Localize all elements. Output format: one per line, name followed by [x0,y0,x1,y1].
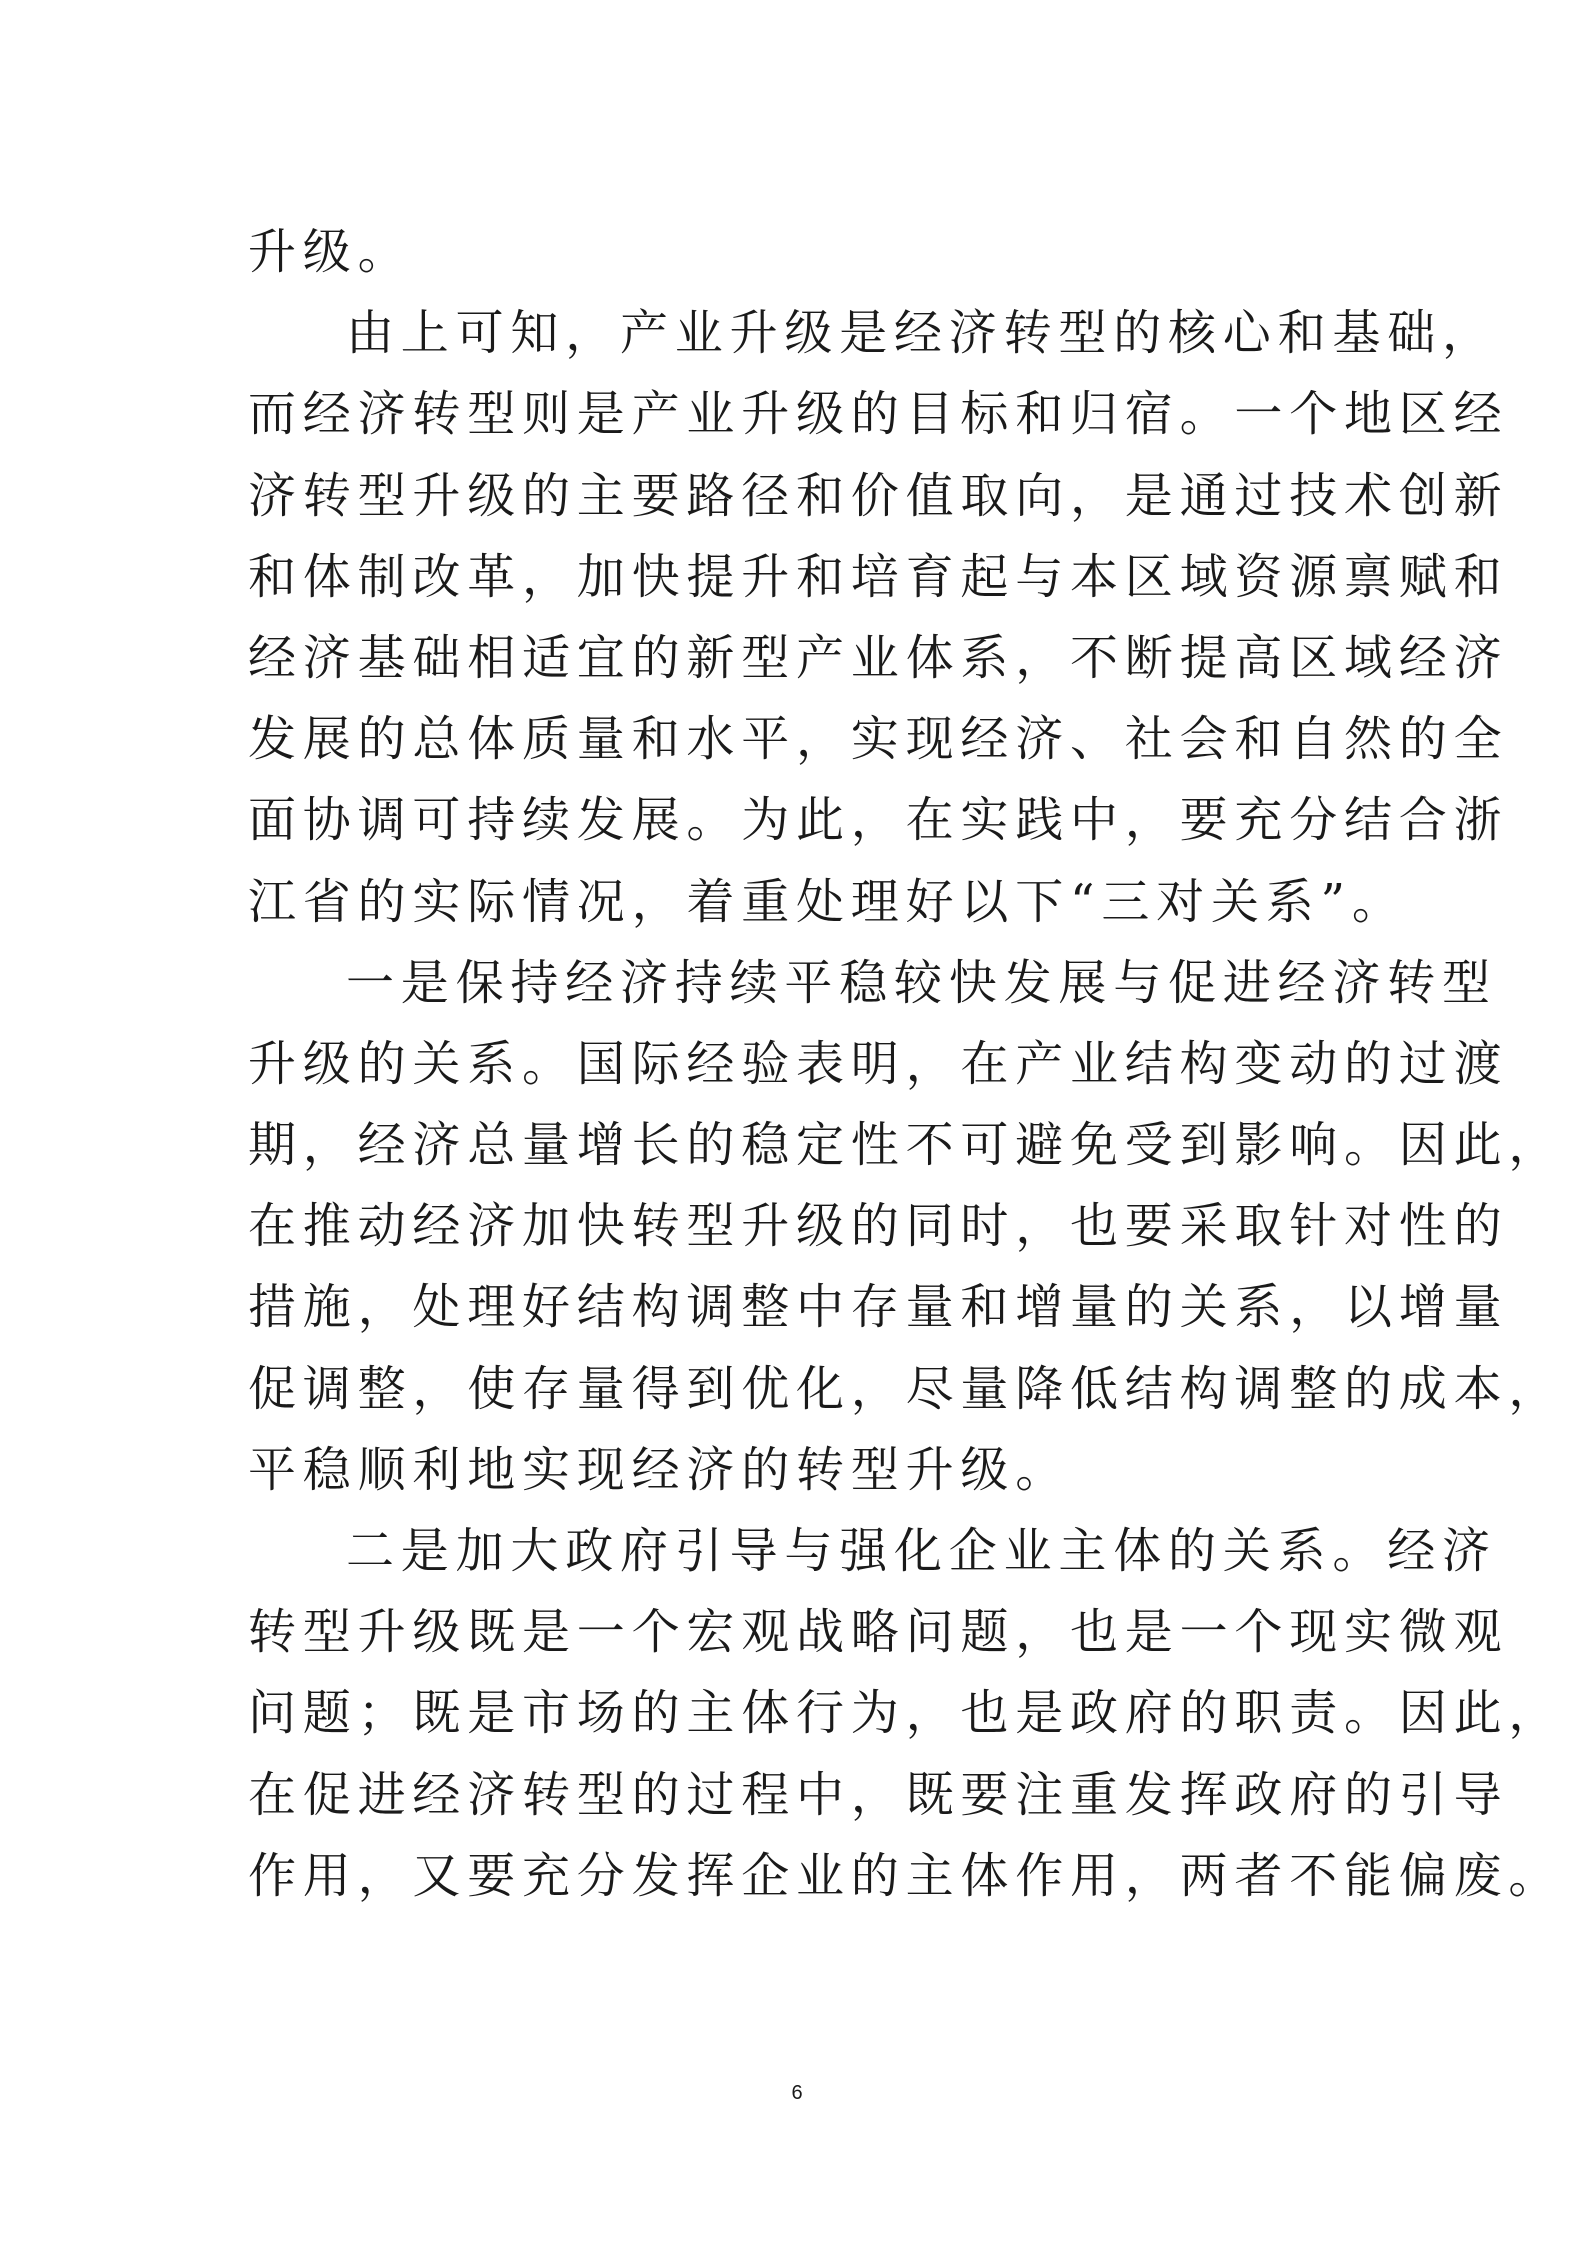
paragraph-first-line: 由上可知，产业升级是经济转型的核心和基础， [346,305,1497,362]
text-line: 升级。 [248,224,413,280]
text-line: 发展的总体质量和水平，实现经济、社会和自然的全 [248,711,1509,768]
text-line: 措施，处理好结构调整中存量和增量的关系，以增量 [248,1279,1509,1336]
text-line: 期，经济总量增长的稳定性不可避免受到影响。因此， [248,1117,1564,1174]
text-line: 面协调可持续发展。为此，在实践中，要充分结合浙 [248,792,1509,849]
text-line: 在促进经济转型的过程中，既要注重发挥政府的引导 [248,1766,1509,1823]
text-line: 而经济转型则是产业升级的目标和归宿。一个地区经 [248,386,1509,443]
text-line: 问题；既是市场的主体行为，也是政府的职责。因此， [248,1685,1564,1742]
text-line: 促调整，使存量得到优化，尽量降低结构调整的成本， [248,1360,1564,1417]
body-text [248,212,1564,1917]
paragraph-first-line: 一是保持经济持续平稳较快发展与促进经济转型 [346,954,1497,1011]
paragraph-first-line: 二是加大政府引导与强化企业主体的关系。经济 [346,1523,1497,1579]
text-line: 江省的实际情况，着重处理好以下“三对关系”。 [248,873,1407,930]
text-line: 升级的关系。国际经验表明，在产业结构变动的过渡 [248,1035,1509,1092]
text-line: 经济基础相适宜的新型产业体系，不断提高区域经济 [248,629,1509,686]
text-line: 和体制改革，加快提升和培育起与本区域资源禀赋和 [248,548,1509,605]
text-line: 转型升级既是一个宏观战略问题，也是一个现实微观 [248,1604,1509,1661]
text-line: 在推动经济加快转型升级的同时，也要采取针对性的 [248,1198,1509,1255]
text-line: 作用，又要充分发挥企业的主体作用，两者不能偏废。 [248,1847,1564,1904]
text-line: 平稳顺利地实现经济的转型升级。 [248,1441,1071,1498]
page-number: 6 [791,2082,803,2104]
text-line: 济转型升级的主要路径和价值取向，是通过技术创新 [248,467,1509,524]
